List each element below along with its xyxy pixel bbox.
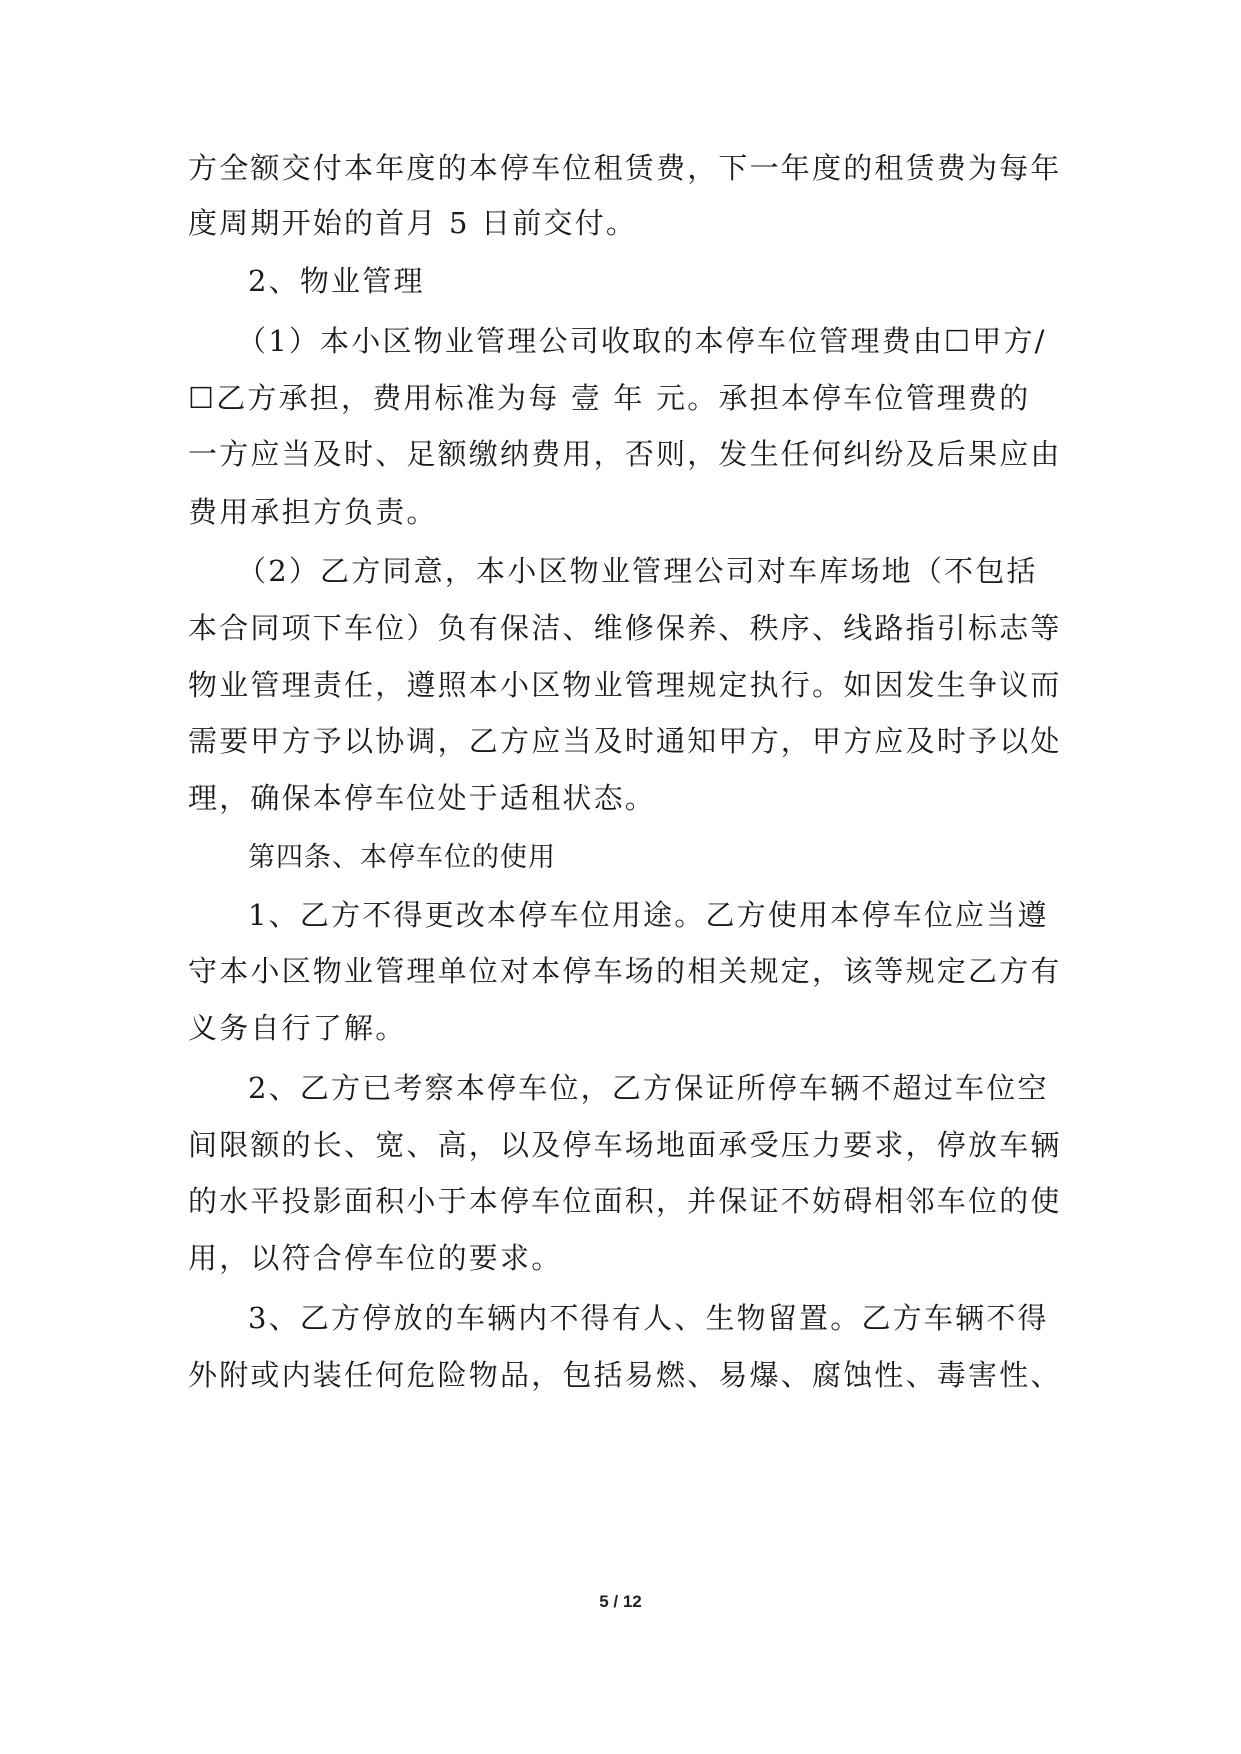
text-line-12: 理，确保本停车位处于适租状态。 [188,781,657,815]
text-line-7: 费用承担方负责。 [188,495,438,529]
text-line-2: 度周期开始的首月 5 日前交付。 [188,206,638,240]
text-line-9: 本合同项下车位）负有保洁、维修保养、秩序、线路指引标志等 [188,611,1062,645]
page-number: 5 / 12 [599,1592,642,1611]
section-heading-property-management: 2、物业管理 [248,264,425,298]
text-line-14: 1、乙方不得更改本停车位用途。乙方使用本停车位应当遵 [248,898,1049,932]
text-line-18: 间限额的长、宽、高，以及停车场地面承受压力要求，停放车辆 [188,1128,1062,1162]
text-line-19: 的水平投影面积小于本停车位面积，并保证不妨碍相邻车位的使 [188,1184,1062,1218]
text-line-22: 外附或内装任何危险物品，包括易燃、易爆、腐蚀性、毒害性、 [188,1358,1062,1392]
text-line-5: ☐乙方承担，费用标准为每 壹 年 元。承担本停车位管理费的 [188,381,1031,415]
text-line-8: （2）乙方同意，本小区物业管理公司对车库场地（不包括 [237,554,1038,588]
text-line-17: 2、乙方已考察本停车位，乙方保证所停车辆不超过车位空 [248,1071,1049,1105]
text-line-15: 守本小区物业管理单位对本停车场的相关规定，该等规定乙方有 [188,954,1062,988]
text-line-16: 义务自行了解。 [188,1011,407,1045]
text-line-20: 用，以符合停车位的要求。 [188,1241,563,1275]
text-line-1: 方全额交付本年度的本停车位租赁费，下一年度的租赁费为每年 [188,151,1062,185]
article-heading-parking-use: 第四条、本停车位的使用 [248,842,556,873]
text-line-21: 3、乙方停放的车辆内不得有人、生物留置。乙方车辆不得 [248,1301,1049,1335]
text-line-10: 物业管理责任，遵照本小区物业管理规定执行。如因发生争议而 [188,668,1062,702]
text-line-11: 需要甲方予以协调，乙方应当及时通知甲方，甲方应及时予以处 [188,724,1062,758]
text-line-6: 一方应当及时、足额缴纳费用，否则，发生任何纠纷及后果应由 [188,437,1062,471]
text-line-4: （1）本小区物业管理公司收取的本停车位管理费由☐甲方/ [237,324,1047,358]
